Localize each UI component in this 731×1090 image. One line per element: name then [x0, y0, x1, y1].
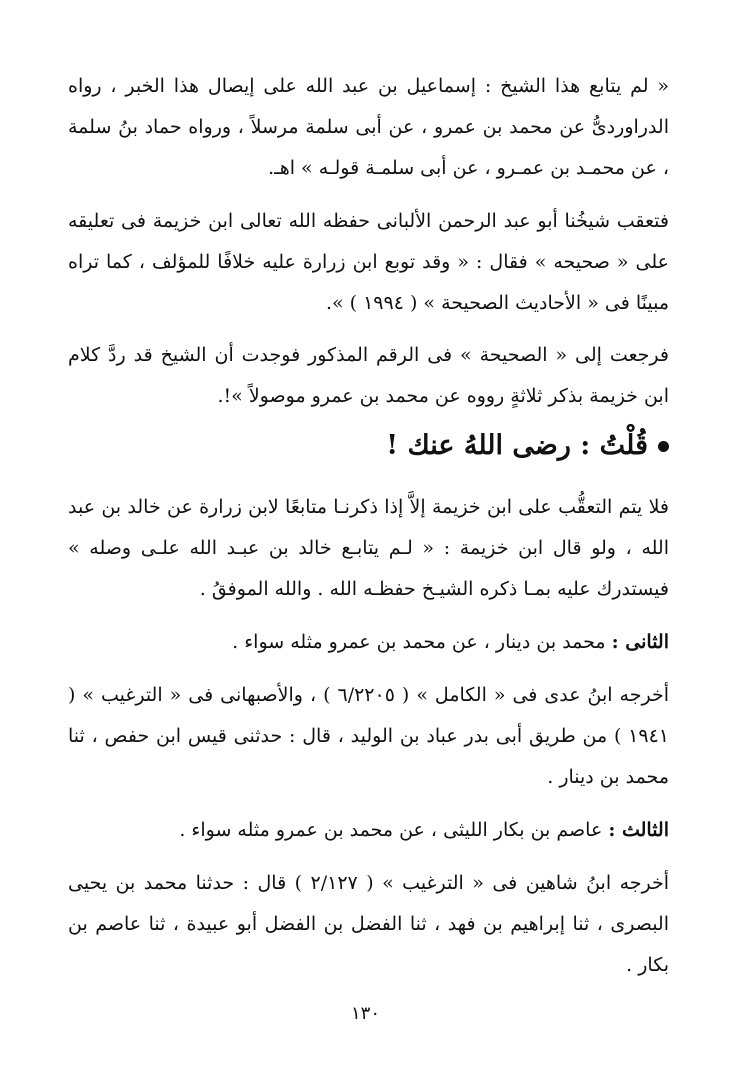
- lead-label-third: الثالث :: [608, 819, 669, 841]
- section-heading: [68, 417, 669, 475]
- lead-label-second: الثانى :: [611, 631, 669, 653]
- bullet-icon: [658, 441, 669, 452]
- paragraph-second-narrator-text: محمد بن دينار ، عن محمد بن عمرو مثله سواء .: [232, 631, 612, 653]
- paragraph-third-takhrij: أخرجه ابنُ شاهين فى « الترغيب » ( ٢/١٢٧ ) قال : حدثنا محمد بن يحيى البصرى ، ثنا إبراهيم بن فهد ، ثنا الفضل بن الفضل أبو عبيدة ، ثنا عاصم بن بكار .: [68, 872, 670, 976]
- paragraph-critique: فلا يتم التعقُّب على ابن خزيمة إلاَّ إذا ذكرنـا متابعًا لابن زرارة عن خالد بن عبد الله ، ولو قال ابن خزيمة : « لـم يتابـع خالد بن عبـد الله علـى وصله » فيستدرك عليه بمـا ذكره الشيـخ حفظـه الله . والله الموفقُ .: [68, 496, 669, 600]
- paragraph-quote-ibn-khuzaymah: « لم يتابع هذا الشيخ : إسماعيل بن عبد الله على إيصال هذا الخبر ، رواه الدراوردىُّ عن محمد بن عمرو ، عن أبى سلمة مرسلاً ، ورواه حماد بنُ سلمة ، عن محمـد بن عمـرو ، عن أبى سلمـة قولـه » اهـ.: [68, 75, 669, 179]
- paragraph-sahihah-reference: فرجعت إلى « الصحيحة » فى الرقم المذكور فوجدت أن الشيخ قد ردَّ كلام ابن خزيمة بذكر ثلاثةٍ رووه عن محمد بن عمرو موصولاً »!.: [68, 344, 669, 407]
- heading-text: قُلْتُ : رضى اللهُ عنك !: [386, 430, 648, 461]
- paragraph-third-narrator: [68, 810, 669, 851]
- paragraph-albani-commentary: فتعقب شيخُنا أبو عبد الرحمن الألبانى حفظه الله تعالى ابن خزيمة فى تعليقه على « صحيحه » فقال : « وقد توبع ابن زرارة عليه خلافًا للمؤلف ، كما تراه مبينًا فى « الأحاديث الصحيحة » ( ١٩٩٤ ) ».: [68, 210, 669, 314]
- page-number: ١٣٠: [350, 1003, 380, 1024]
- paragraph-third-narrator-text: عاصم بن بكار الليثى ، عن محمد بن عمرو مثله سواء .: [179, 819, 609, 841]
- paragraph-second-takhrij: أخرجه ابنُ عدى فى « الكامل » ( ٦/٢٢٠٥ ) ، والأصبهانى فى « الترغيب » ( ١٩٤١ ) من طريق أبى بدر عباد بن الوليد ، قال : حدثنى قيس ابن حفص ، ثنا محمد بن دينار .: [68, 684, 669, 788]
- paragraph-second-narrator: [68, 622, 669, 663]
